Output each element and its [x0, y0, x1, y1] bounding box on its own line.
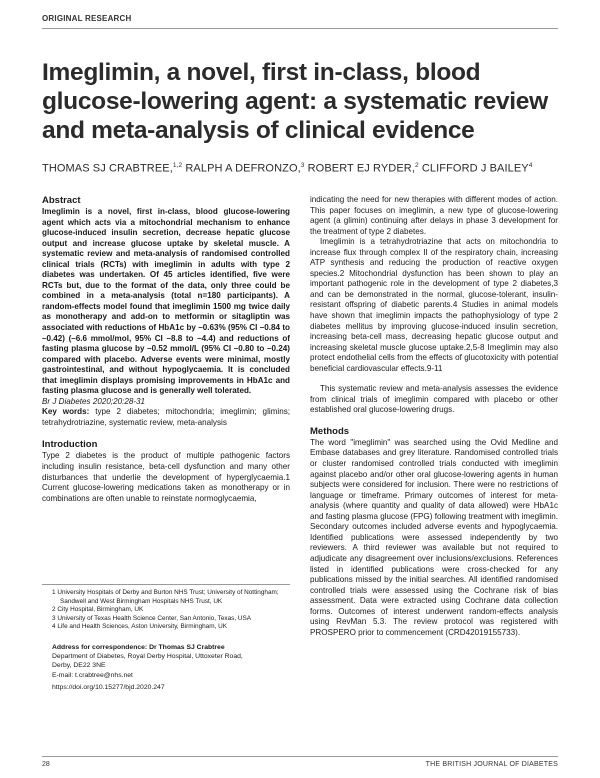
abstract-heading: Abstract	[42, 195, 81, 206]
affiliation: 2 City Hospital, Birmingham, UK	[52, 606, 144, 614]
page-number: 28	[42, 761, 50, 768]
introduction-paragraph: Imeglimin is a tetrahydrotriazine that acts on mitochondria to increase flux through complex II of the respiratory chain, increasing ATP synthesis and reducing the production of reactive oxygen species.2 Mitochondrial dysfunction has been shown to play an important pathogenic role in the development of type 2 diabetes,3 and can be demonstrated in the normal, glucose-tolerant, insulin-resistant offspring of diabetic parents.4 Studies in animal models have shown that imeglimin impacts the pathophysiology of type 2 diabetes mellitus by improving glucose-induced insulin secretion, increasing beta-cell mass, decreasing hepatic glucose output and increasing skeletal muscle glucose uptake.2,5-8 Imeglimin may also protect endothelial cells from the effects of glucotoxicity with potential beneficial cardiovascular effects.9-11	[310, 237, 558, 373]
author-name: THOMAS SJ CRABTREE,	[42, 162, 173, 175]
author-affiliation-mark: 4	[528, 162, 533, 169]
author-affiliation-mark: 3	[300, 162, 305, 169]
author-name: CLIFFORD J BAILEY	[421, 162, 529, 175]
section-label: ORIGINAL RESEARCH	[42, 14, 132, 23]
methods-paragraph: The word "imeglimin" was searched using the Ovid Medline and Embase databases and grey literature. Randomised controlled trials or cluster randomised controlled trials conducted with imeglimin against placebo and/or other oral glucose-lowering agents in human subjects were considered for inclusion. There were no restrictions of language or timeframe. Primary outcomes of interest for meta-analysis (where quantity and quality of data allowed) were HbA1c and fasting plasma glucose (FPG) following treatment with imeglimin. Secondary outcomes included adverse events and hypoglycaemia. Identified publications were assessed independently by two reviewers. A third reviewer was available but not required to adjudicate any disagreement over inclusions/exclusions. References listed in identified publications were cross-checked for any publications missed by the initial searches. All identified randomised controlled trials were assessed using the Cochrane risk of bias assessment. Data were extracted using Cochrane data collection forms. Outcomes of interest underwent random-effects analysis using RevMan 5.3. The review protocol was registered with PROSPERO prior to commencement (CRD42019155733).	[310, 437, 558, 637]
affiliation: 1 University Hospitals of Derby and Burton NHS Trust; University of Nottingham; Sandwell and West Birmingham Hospitals NHS Trust, UK	[52, 589, 279, 605]
introduction-paragraph: Type 2 diabetes is the product of multiple pathogenic factors including insulin resistance, beta-cell dysfunction and many other disturbances that underlie the development of hyperglycaemia.1 Current glucose-lowering medications taken as monotherapy or in combinations are often unable to reinstate normoglycaemia,	[42, 451, 290, 503]
abstract-body: Imeglimin is a novel, first in-class, blood glucose-lowering agent which acts via a mitochondrial mechanism to enhance glucose-induced insulin secretion, decrease hepatic glucose output and increase glucose uptake by skeletal muscle. A systematic review and meta-analysis of randomised controlled clinical trials (RCTs) with imeglimin in adults with type 2 diabetes was undertaken. Of 45 articles identified, five were RCTs but, due to the format of the data, only three could be combined in a meta-analysis (total n=180 participants). A random-effects model found that imeglimin 1500 mg twice daily as monotherapy and add-on to metformin or sitagliptin was associated with reductions of HbA1c by –0.63% (95% CI –0.84 to –0.42) (–6.6 mmol/mol, 95% CI –8.8 to –4.4) and reductions of fasting plasma glucose by –0.52 mmol/L (95% CI –0.80 to –0.24) compared with placebo. Adverse events were minimal, mostly gastrointestinal, and without hypoglycaemia. It is concluded that imeglimin displays promising improvements in HbA1c and fasting plasma glucose and is generally well tolerated.	[42, 207, 290, 396]
correspondence-email[interactable]: E-mail: t.crabtree@nhs.net	[52, 671, 133, 679]
introduction-heading: Introduction	[42, 439, 98, 451]
correspondence-address-line: Department of Diabetes, Royal Derby Hospital, Uttoxeter Road,	[52, 653, 243, 661]
left-column	[42, 195, 290, 504]
footer-rule	[42, 756, 558, 757]
author-name: ROBERT EJ RYDER,	[307, 162, 415, 175]
affiliation: 4 Life and Health Sciences, Aston University, Birmingham, UK	[52, 623, 227, 631]
author-list	[42, 162, 562, 175]
right-column	[310, 195, 558, 638]
introduction-paragraph: This systematic review and meta-analysis assesses the evidence from clinical trials of imeglimin compared with placebo or other established oral glucose-lowering drugs.	[310, 384, 558, 415]
affiliation: 3 University of Texas Health Science Center, San Antonio, Texas, USA	[52, 614, 252, 622]
correspondence-heading: Address for correspondence: Dr Thomas SJ Crabtree	[52, 644, 225, 651]
article-title: Imeglimin, a novel, first in-class, blood glucose-lowering agent: a systematic review and meta-analysis of clinical evidence	[42, 59, 548, 144]
journal-citation: Br J Diabetes 2020;20:28-31	[42, 396, 146, 406]
affiliations-rule	[42, 584, 290, 585]
correspondence-address-line: Derby, DE22 3NE	[52, 662, 106, 670]
header-rule	[42, 28, 558, 29]
correspondence-block	[52, 643, 290, 692]
author-affiliation-mark: 2	[415, 162, 419, 169]
keywords-text: type 2 diabetes; mitochondria; imeglimin; glimins; tetrahydrotriazine, systematic review, meta-analysis	[42, 407, 290, 427]
author-affiliation-mark: 1,2	[172, 162, 183, 169]
affiliations	[52, 589, 290, 632]
keywords	[42, 407, 290, 428]
doi-link[interactable]: https://doi.org/10.15277/bjd.2020.247	[52, 683, 165, 691]
journal-name: THE BRITISH JOURNAL OF DIABETES	[425, 761, 558, 768]
introduction-paragraph: indicating the need for new therapies with different modes of action. This paper focuses on imeglimin, a new type of glucose-lowering agent (a glimin) continuing after delays in phase 3 development for the treatment of type 2 diabetes.	[310, 195, 558, 236]
methods-heading: Methods	[310, 425, 350, 437]
keywords-label: Key words:	[42, 407, 90, 417]
author-name: RALPH A DEFRONZO,	[185, 162, 301, 175]
